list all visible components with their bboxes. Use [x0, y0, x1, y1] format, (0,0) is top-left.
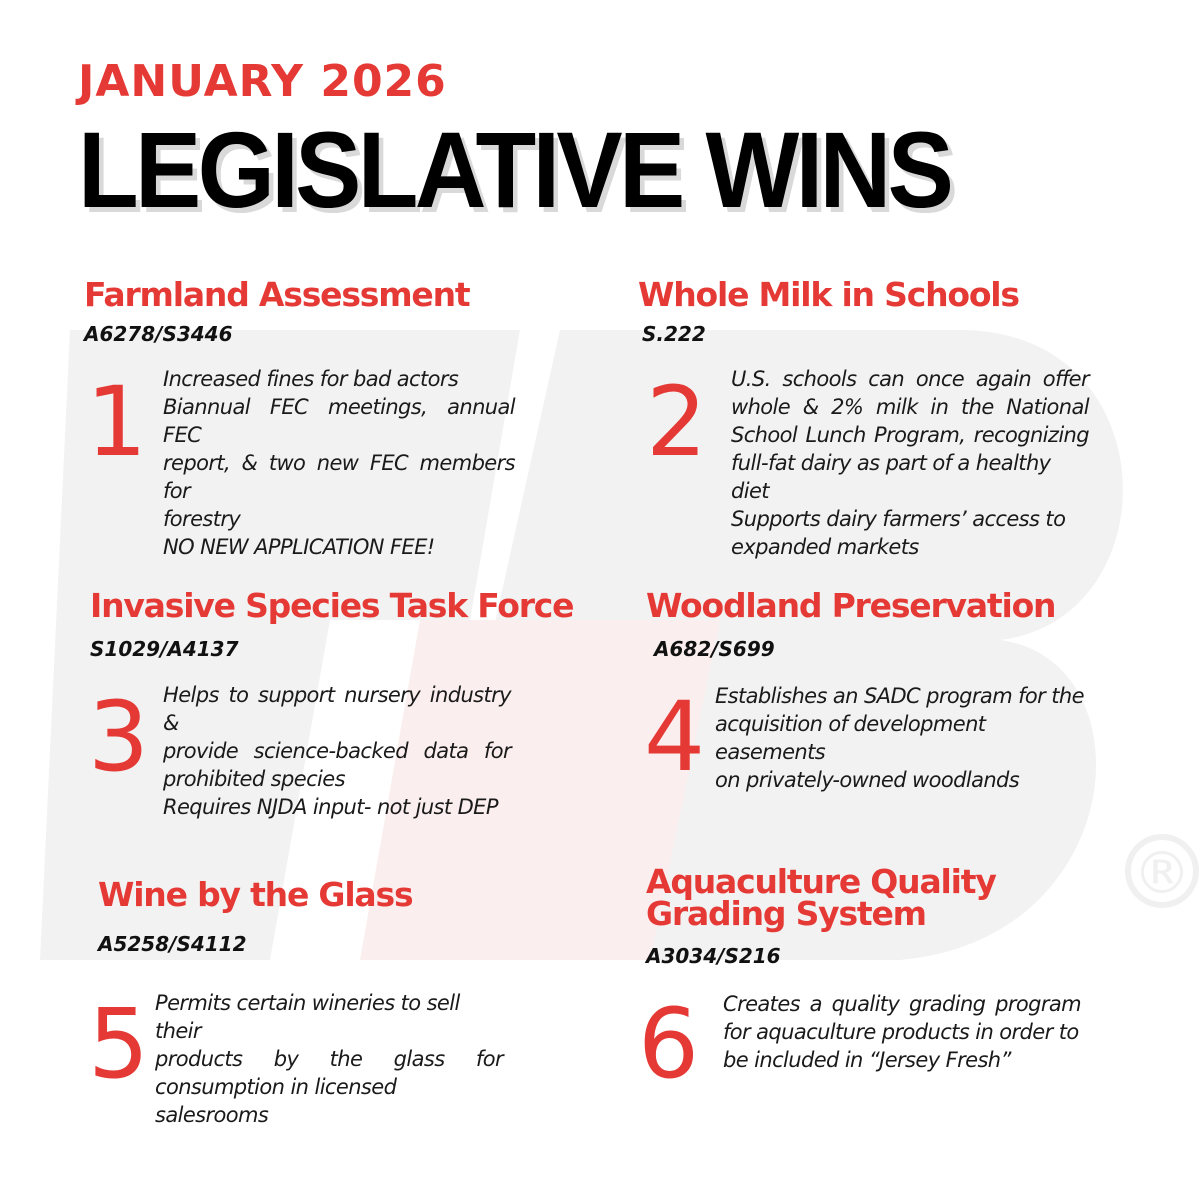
- win-title: Whole Milk in Schools: [638, 275, 1019, 314]
- description-line: expanded markets: [731, 535, 919, 559]
- win-item-2: [638, 275, 1108, 559]
- win-item-6: [638, 862, 1126, 1100]
- win-item-1: [84, 275, 544, 559]
- description-line: provide science-backed data for: [163, 739, 511, 763]
- bill-number: A5258/S4112: [98, 932, 247, 956]
- description-line: products by the glass for: [155, 1047, 503, 1071]
- description-line: Establishes an SADC program for the: [715, 684, 1084, 708]
- win-number: 3: [88, 681, 150, 793]
- win-number: 5: [88, 988, 150, 1100]
- description-line: full-fat dairy as part of a healthy diet: [731, 451, 1051, 503]
- win-item-4: [644, 586, 1116, 799]
- description-line: acquisition of development easements: [715, 712, 986, 764]
- description-line: Increased fines for bad actors: [163, 367, 459, 391]
- bill-number: S.222: [642, 322, 706, 346]
- bill-number: A682/S699: [654, 637, 775, 661]
- bill-number: A3034/S216: [646, 944, 781, 968]
- win-description: [163, 365, 515, 561]
- win-title: Farmland Assessment: [84, 275, 470, 314]
- win-description: [723, 990, 1081, 1074]
- description-line: Permits certain wineries to sell their: [155, 991, 460, 1043]
- description-line: report, & two new FEC members for: [163, 451, 515, 503]
- description-line: Creates a quality grading program: [723, 992, 1081, 1016]
- win-item-5: [88, 875, 558, 1127]
- win-description: [155, 989, 503, 1129]
- description-line: Biannual FEC meetings, annual FEC: [163, 395, 515, 447]
- win-item-3: [88, 586, 574, 819]
- page-subtitle: JANUARY 2026: [78, 56, 447, 107]
- description-line: U.S. schools can once again offer: [731, 367, 1089, 391]
- win-number: 4: [644, 681, 706, 793]
- description-line: whole & 2% milk in the National: [731, 395, 1089, 419]
- description-line: forestry: [163, 507, 241, 531]
- description-line: NO NEW APPLICATION FEE!: [163, 535, 435, 559]
- watermark-registered-mark: ®: [1133, 839, 1191, 907]
- description-line: Requires NJDA input- not just DEP: [163, 795, 498, 819]
- description-line: on privately-owned woodlands: [715, 768, 1020, 792]
- win-title: Invasive Species Task Force: [90, 586, 574, 625]
- win-description: [731, 365, 1089, 561]
- bill-number: S1029/A4137: [90, 637, 239, 661]
- description-line: consumption in licensed salesrooms: [155, 1075, 397, 1127]
- page-title: LEGISLATIVE WINS: [78, 109, 951, 230]
- win-description: [715, 682, 1091, 794]
- win-number: 2: [646, 366, 708, 478]
- win-description: [163, 681, 511, 821]
- description-line: for aquaculture products in order to: [723, 1020, 1079, 1044]
- description-line: School Lunch Program, recognizing: [731, 423, 1089, 447]
- description-line: prohibited species: [163, 767, 345, 791]
- description-line: Helps to support nursery industry &: [163, 683, 511, 735]
- win-title: Woodland Preservation: [646, 586, 1056, 625]
- win-number: 1: [86, 366, 148, 478]
- win-title: Wine by the Glass: [98, 875, 413, 914]
- win-number: 6: [638, 988, 700, 1100]
- description-line: be included in “Jersey Fresh”: [723, 1048, 1011, 1072]
- description-line: Supports dairy farmers’ access to: [731, 507, 1066, 531]
- bill-number: A6278/S3446: [84, 322, 233, 346]
- win-title: Aquaculture Quality Grading System: [646, 862, 996, 933]
